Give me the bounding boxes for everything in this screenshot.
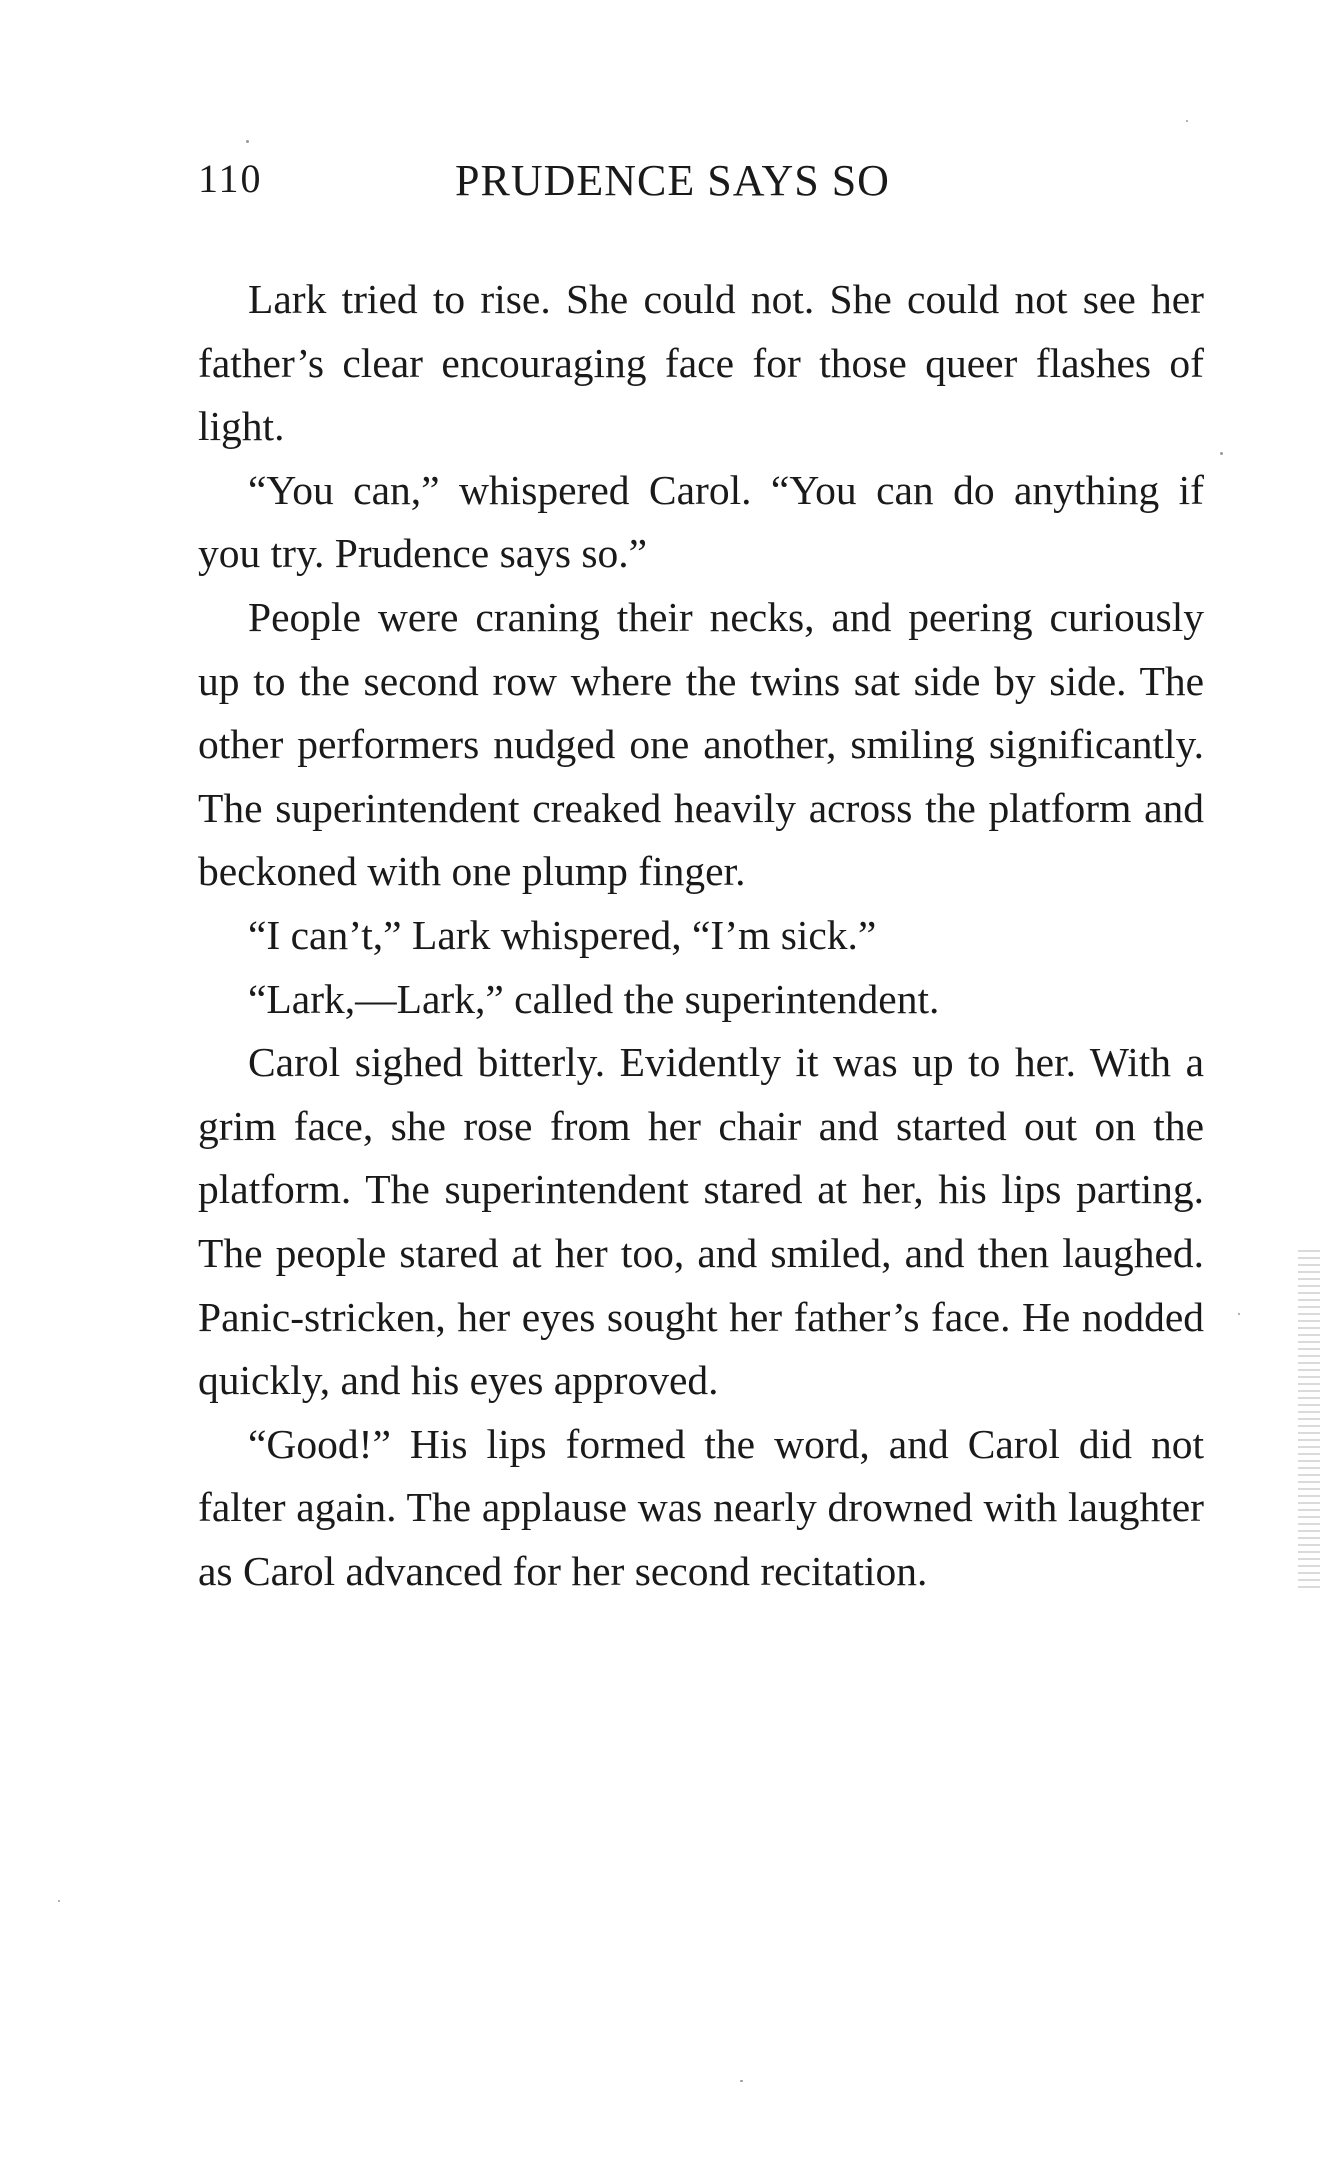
page-number: 110: [198, 156, 263, 201]
body-text: [198, 268, 1204, 1603]
scan-speck: [246, 140, 249, 143]
paragraph: “I can’t,” Lark whispered, “I’m sick.”: [248, 911, 877, 958]
page-header: [198, 155, 1204, 215]
scan-speck: [1220, 452, 1223, 455]
paragraph: “Good!” His lips formed the word, and Carol did not falter again. The applause was nearly drowned with laughter as Carol advanced for her second recitation.: [198, 1420, 1204, 1594]
paragraph: “You can,” whispered Carol. “You can do anything if you try. Prudence says so.”: [198, 466, 1204, 577]
scan-speck: [58, 1900, 60, 1902]
paragraph: People were craning their necks, and peering curiously up to the second row where the twins sat side by side. The other performers nudged one another, smiling significantly. The superintendent creaked heavily across the platform and beckoned with one plump finger.: [198, 593, 1204, 895]
scan-edge-noise: [1298, 1250, 1320, 1590]
scan-speck: [1186, 120, 1188, 122]
paragraph: “Lark,—Lark,” called the superintendent.: [248, 975, 940, 1022]
running-title: PRUDENCE SAYS SO: [455, 156, 890, 205]
scan-speck: [740, 2080, 743, 2082]
paragraph: Carol sighed bitterly. Evidently it was up to her. With a grim face, she rose from her chair and started out on the platform. The superintendent stared at her, his lips parting. The people stared at her too, and smiled, and then laughed. Panic-stricken, her eyes sought her father’s face. He nodded quickly, and his eyes approved.: [198, 1039, 1204, 1404]
scan-speck: [1238, 1313, 1240, 1315]
paragraph: Lark tried to rise. She could not. She could not see her father’s clear encouraging face for those queer flashes of light.: [198, 276, 1204, 450]
